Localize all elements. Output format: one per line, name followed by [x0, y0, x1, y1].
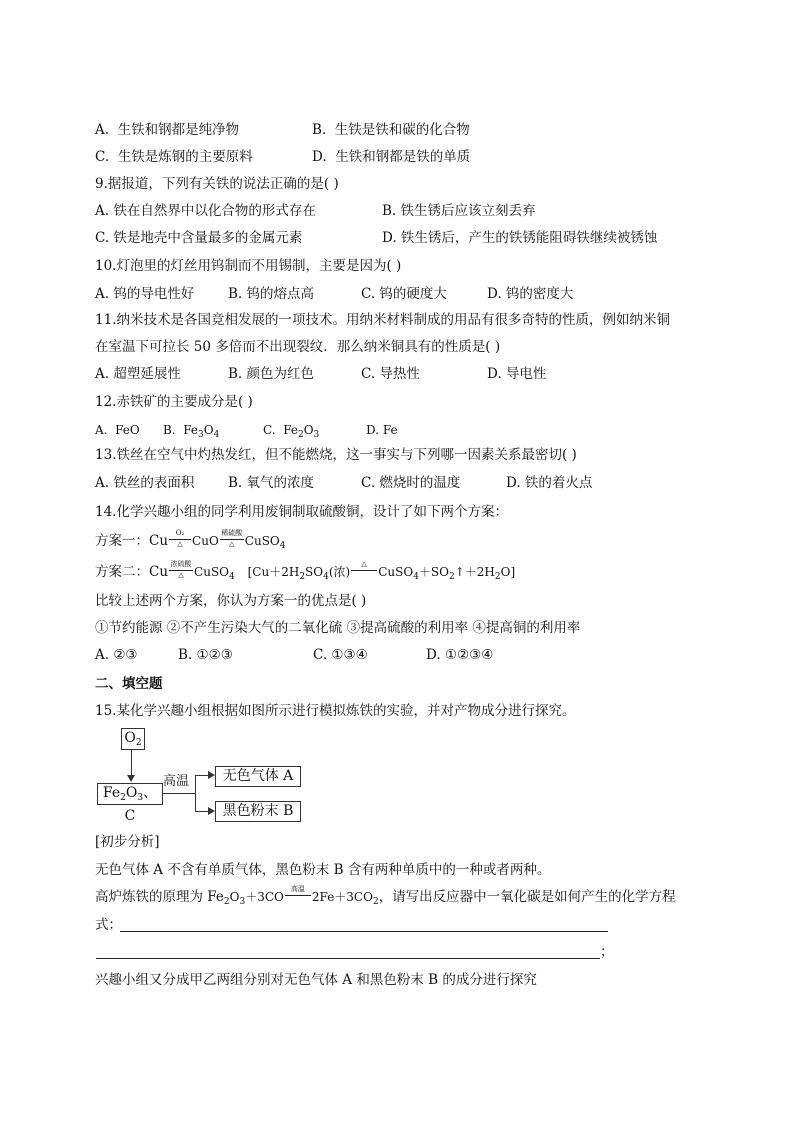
reactants-box: $Fe_2O_3$、C [97, 783, 163, 805]
q10-option-a: A. 钨的导电性好 [95, 286, 195, 302]
q12-option-b: B. $Fe_3O_4$ [163, 423, 220, 440]
q13-option-a: A. 铁丝的表面积 [95, 475, 195, 491]
branch-top-line [195, 775, 209, 776]
q14-reasons: ①节约能源 ②不产生污染大气的二氧化硫 ③提高硫酸的利用率 ④提高铜的利用率 [95, 620, 581, 636]
q8-option-d-row [312, 148, 470, 166]
q14-compare: 比较上述两个方案，你认为方案一的优点是( ) [95, 593, 367, 609]
q8-options-row2 [95, 148, 253, 166]
q8-option-c: C. 生铁是炼钢的主要原料 [95, 149, 253, 165]
q11-stem-line2: 在室温下可拉长 50 多倍而不出现裂纹．那么纳米铜具有的性质是( ) [95, 339, 501, 355]
q9-option-d: D. 铁生锈后，产生的铁锈能阻碍铁继续被锈蚀 [382, 230, 658, 246]
q8-option-b-row [312, 121, 470, 139]
q13-option-d: D. 铁的着火点 [506, 475, 593, 491]
q13-stem: 13.铁丝在空气中灼热发红，但不能燃烧，这一事实与下列哪一因素关系最密切( ) [95, 447, 577, 463]
q9-stem: 9.据报道，下列有关铁的说法正确的是( ) [95, 176, 339, 192]
q10-option-b: B. 钨的熔点高 [228, 286, 315, 302]
q13-option-c: C. 燃烧时的温度 [361, 475, 461, 491]
arrow-right-head [208, 771, 215, 779]
q11-option-b: B. 颜色为红色 [228, 366, 315, 382]
answer-blank-line-1[interactable] [120, 931, 608, 932]
q15-stem: 15.某化学兴趣小组根据如图所示进行模拟炼铁的实验，并对产物成分进行探究。 [95, 703, 576, 719]
arrow-down-head [127, 775, 135, 782]
q14-option-c: C. ①③④ [313, 647, 368, 663]
reaction-arrow: 浓硫酸 △ [170, 560, 192, 579]
analysis-line1: 无色气体 A 不含有单质气体，黑色粉末 B 含有两种单质中的一种或者两种。 [95, 862, 551, 878]
product-b-box: 黑色粉末 B [215, 801, 301, 822]
q10-option-c: C. 钨的硬度大 [361, 286, 447, 302]
q11-stem-line1: 11.纳米技术是各国竞相发展的一项技术。用纳米材料制成的用品有很多奇特的性质，例如纳米铜 [95, 312, 670, 328]
reaction-arrow: 稀硫酸 △ [221, 529, 243, 548]
q13-option-b: B. 氧气的浓度 [228, 475, 315, 491]
branch-bottom-line [195, 811, 209, 812]
analysis-line5: 兴趣小组又分成甲乙两组分别对无色气体 A 和黑色粉末 B 的成分进行探究 [95, 972, 537, 988]
q9-option-a: A. 铁在自然界中以化合物的形式存在 [95, 203, 316, 219]
q8-option-d: D. 生铁和钢都是铁的单质 [312, 149, 471, 165]
analysis-line2: 高炉炼铁的原理为 $Fe_2O_3+3CO$ 高温 $2Fe+3CO_2$，请写出反应器中一氧化碳是如何产生的化学方程 [95, 885, 676, 907]
branch-line [195, 775, 196, 811]
q12-stem: 12.赤铁矿的主要成分是( ) [95, 394, 253, 410]
arrow-right-line [162, 793, 195, 794]
section-heading: 二、填空题 [95, 676, 163, 692]
q14-plan2: 方案二：Cu 浓硫酸 △ CuSO$_4$ [$Cu+2H_2SO_4$(浓) △ $CuSO_4+SO_2↑+2H_2O$] [95, 560, 516, 582]
q12-option-a: A. FeO [95, 423, 140, 437]
q11-option-a: A. 超塑延展性 [95, 366, 181, 382]
q8-option-a: A. 生铁和钢都是纯净物 [95, 122, 240, 138]
q11-option-c: C. 导热性 [361, 366, 420, 382]
condition-label: 高温 [163, 774, 190, 789]
arrow-right-head [208, 807, 215, 815]
analysis-title: [初步分析] [95, 834, 160, 850]
q10-stem: 10.灯泡里的灯丝用钨制而不用锡制，主要是因为( ) [95, 258, 402, 274]
q14-option-b: B. ①②③ [178, 647, 233, 663]
answer-blank-line-2[interactable] [96, 958, 600, 959]
reaction-equals-sign: △ [350, 563, 378, 579]
q10-option-d: D. 钨的密度大 [487, 286, 574, 302]
q14-option-a: A. ②③ [95, 647, 138, 663]
oxygen-box: $O_2$ [121, 728, 145, 750]
answer-prefix: 式： [95, 917, 122, 933]
q14-option-d: D. ①②③④ [426, 647, 494, 663]
q14-plan1: 方案一：Cu O₂ △ CuO 稀硫酸 △ CuSO$_4$ [95, 529, 286, 551]
reaction-equals-sign: 高温 [284, 888, 312, 904]
answer-end-punct: ； [600, 944, 614, 960]
product-a-box: 无色气体 A [215, 766, 301, 787]
q8-options-row1 [95, 121, 239, 139]
q12-option-c: C. $Fe_2O_3$ [263, 423, 320, 440]
q12-options [95, 421, 140, 439]
q14-stem: 14.化学兴趣小组的同学利用废铜制取硫酸铜，设计了如下两个方案： [95, 504, 508, 520]
q9-option-b: B. 铁生锈后应该立刻丢弃 [382, 203, 536, 219]
q11-option-d: D. 导电性 [487, 366, 547, 382]
q9-option-c: C. 铁是地壳中含量最多的金属元素 [95, 230, 303, 246]
q12-option-d: D. Fe [366, 423, 398, 437]
q8-option-b: B. 生铁是铁和碳的化合物 [312, 122, 470, 138]
reaction-arrow: O₂ △ [168, 532, 192, 548]
